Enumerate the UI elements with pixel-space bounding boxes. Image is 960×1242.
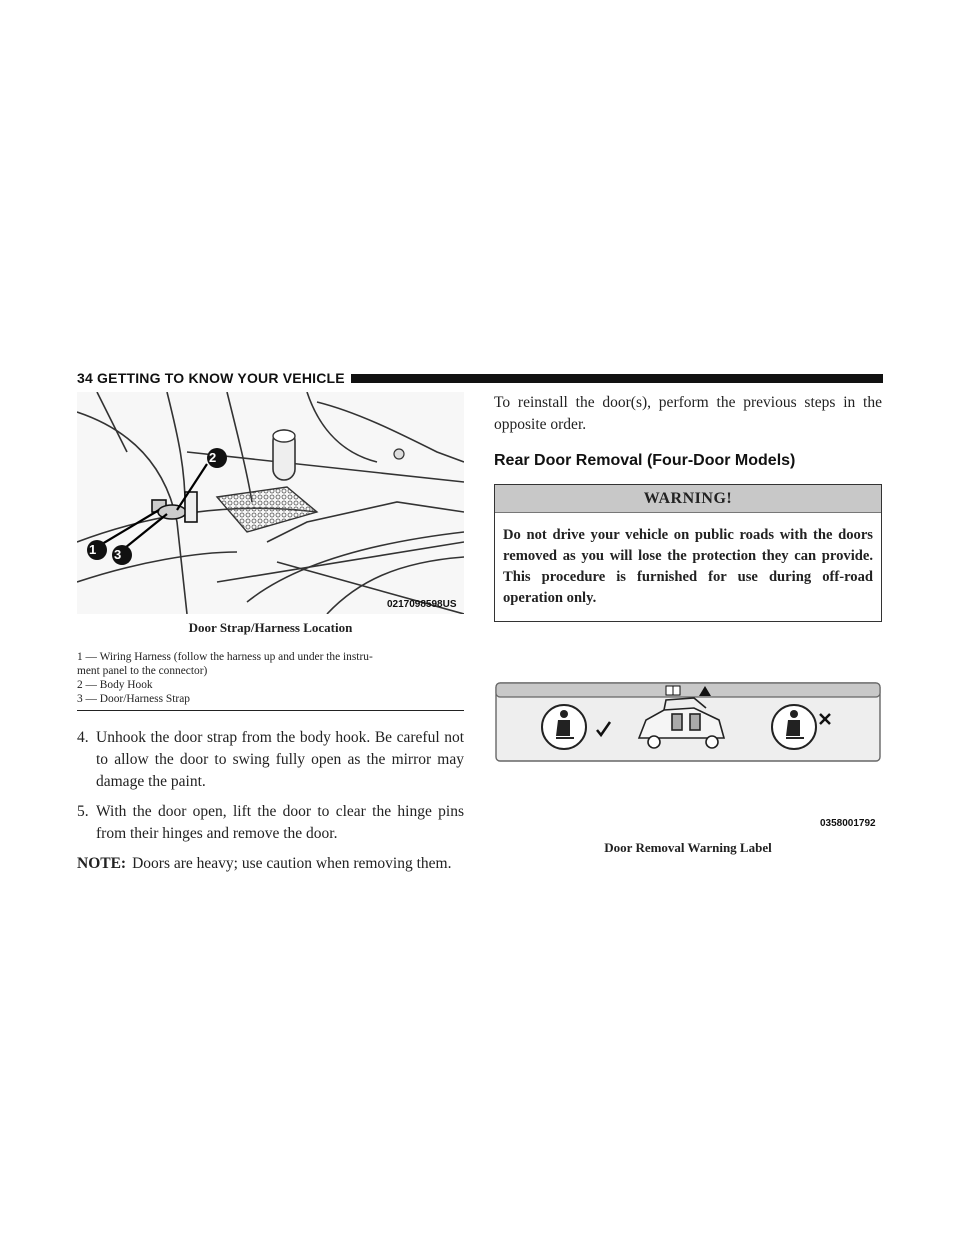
callout-1: 1 <box>89 542 97 557</box>
note <box>77 853 464 875</box>
door-removal-warning-label <box>494 680 882 810</box>
callout-3: 3 <box>114 547 122 562</box>
legend-line: 3 — Door/Harness Strap <box>77 693 190 705</box>
right-column <box>494 392 882 622</box>
warning-text: Do not drive your vehicle on public roads with the doors removed as you will lose the protection they can provide. This procedure is furnished for use during off-road operation only. <box>503 527 873 606</box>
step-number: 5. <box>77 803 89 820</box>
legend-line: ment panel to the connector) <box>77 665 208 677</box>
figure1-legend <box>77 650 464 711</box>
header-rule <box>351 374 883 383</box>
step-item <box>77 801 464 845</box>
legend-line: 1 — Wiring Harness (follow the harness up and under the instru- <box>77 651 373 663</box>
seated-person-ok-icon <box>542 705 586 749</box>
note-text: Doors are heavy; use caution when removing them. <box>132 855 452 872</box>
seated-person-no-icon <box>772 705 816 749</box>
figure1-caption: Door Strap/Harness Location <box>188 620 353 635</box>
book-icon <box>666 686 680 695</box>
door-strap-illustration <box>77 392 464 614</box>
callout-2: 2 <box>209 450 217 465</box>
note-label: NOTE: <box>77 855 127 872</box>
figure2-code: 0358001792 <box>820 818 876 829</box>
left-column <box>77 392 464 875</box>
reinstall-paragraph: To reinstall the door(s), perform the previous steps in the opposite order. <box>494 394 882 433</box>
step-list <box>77 727 464 845</box>
section-heading: Rear Door Removal (Four-Door Models) <box>494 452 796 469</box>
figure2-caption: Door Removal Warning Label <box>604 840 772 855</box>
step-item <box>77 727 464 793</box>
figure1-code: 0217098598US <box>387 599 457 610</box>
step-number: 4. <box>77 729 89 746</box>
legend-line: 2 — Body Hook <box>77 679 153 691</box>
door-strap-figure <box>77 392 464 614</box>
warning-title: WARNING! <box>495 485 881 513</box>
warning-box <box>494 484 882 622</box>
step-text: Unhook the door strap from the body hook. Be careful not to allow the door to swing fully open as the mirror may damage the paint. <box>96 729 464 790</box>
step-text: With the door open, lift the door to clear the hinge pins from their hinges and remove the door. <box>96 803 464 842</box>
page-header-title: 34 GETTING TO KNOW YOUR VEHICLE <box>77 370 345 386</box>
page-header <box>77 368 883 388</box>
